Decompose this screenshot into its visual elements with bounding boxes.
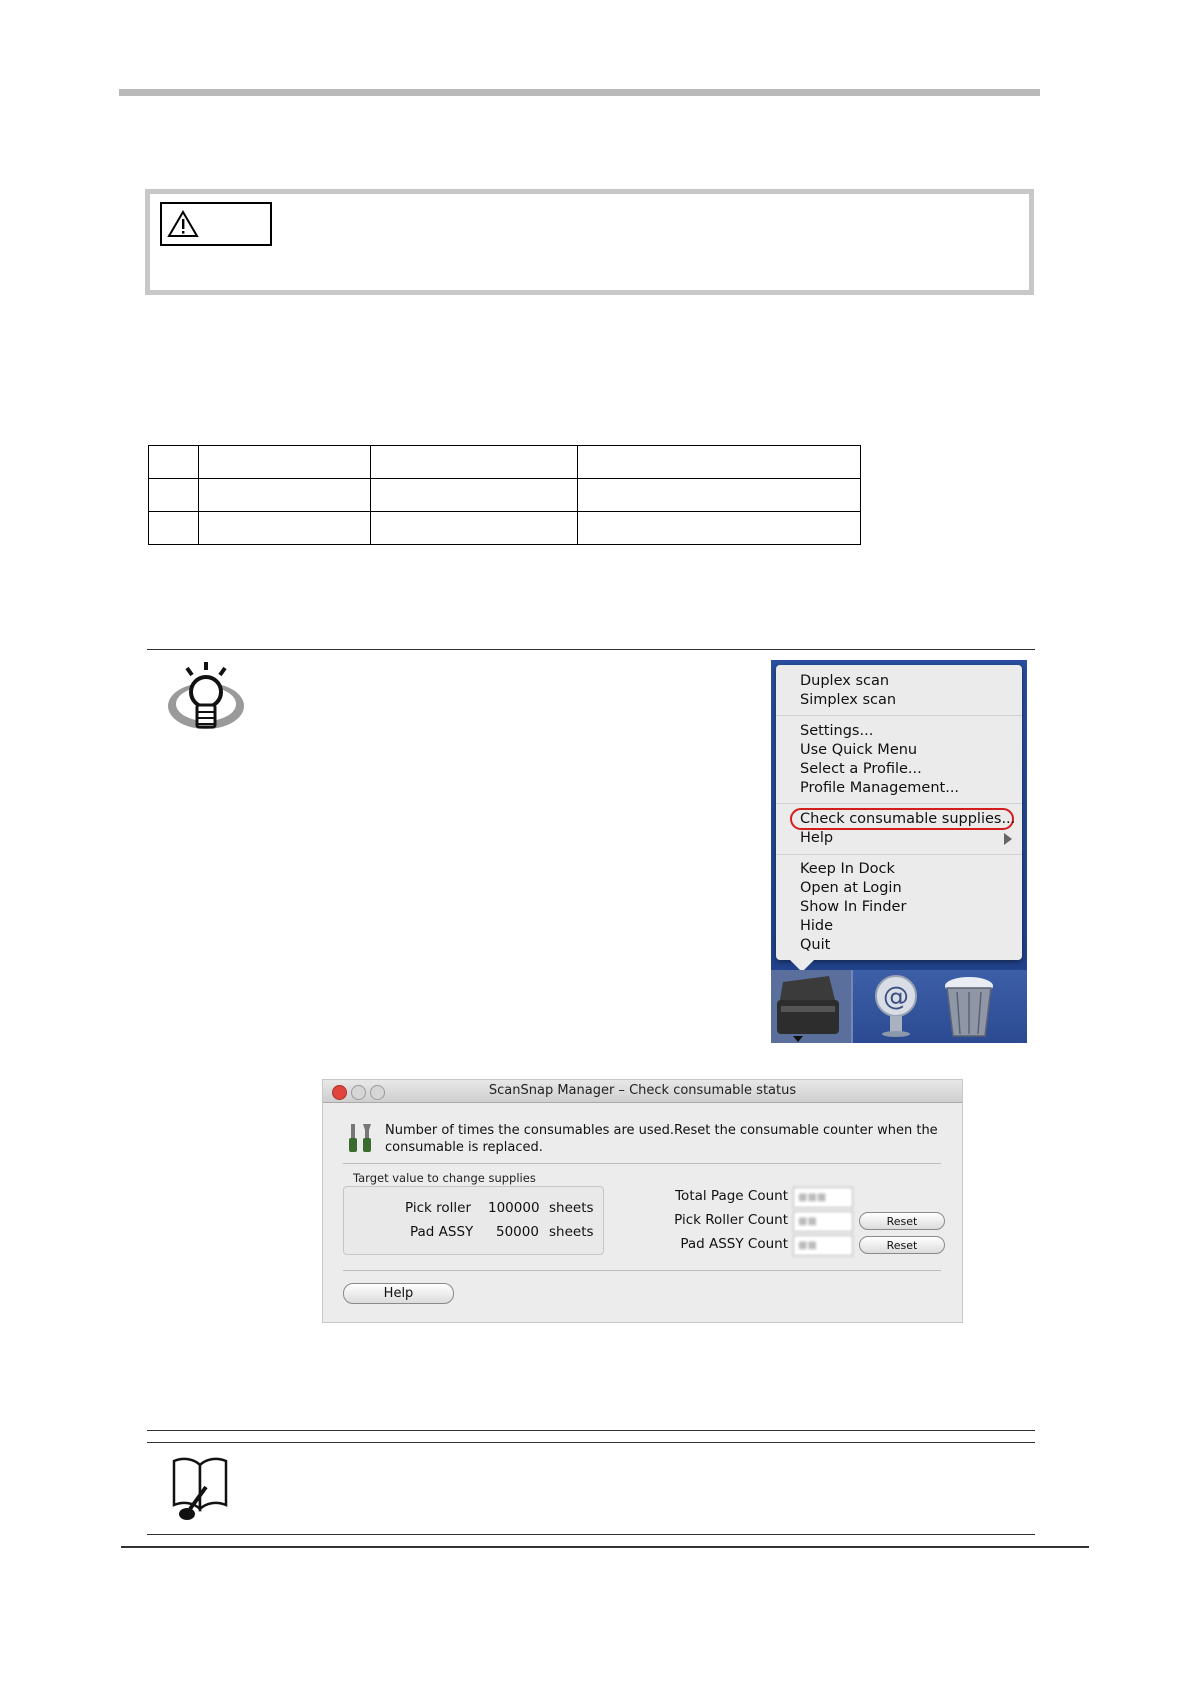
total-page-count-label: Total Page Count xyxy=(675,1188,788,1204)
table-cell xyxy=(371,479,578,512)
table-cell xyxy=(371,446,578,479)
caution-label xyxy=(160,202,272,246)
target-value-group xyxy=(343,1186,604,1255)
check-consumable-dialog xyxy=(322,1079,963,1323)
table-cell xyxy=(149,446,199,479)
total-page-count-field: ■■■ xyxy=(793,1187,853,1208)
pick-roller-count-field: ■■ xyxy=(793,1211,853,1232)
menu-separator xyxy=(776,854,1022,855)
menu-item-check-consumable-supplies[interactable]: Check consumable supplies... xyxy=(800,811,1016,827)
table-cell xyxy=(578,446,861,479)
table-cell xyxy=(199,512,371,545)
mail-dock-icon[interactable] xyxy=(871,974,921,1038)
menu-item-use-quick-menu[interactable]: Use Quick Menu xyxy=(800,742,918,758)
pad-assy-count-field: ■■ xyxy=(793,1235,853,1256)
pad-assy-unit: sheets xyxy=(549,1224,594,1240)
dialog-divider xyxy=(343,1163,941,1164)
menu-separator xyxy=(776,715,1022,716)
dialog-titlebar xyxy=(323,1080,962,1103)
submenu-arrow-icon xyxy=(1004,833,1012,845)
menu-item-hide[interactable]: Hide xyxy=(800,918,834,934)
pick-roller-target: 100000 xyxy=(488,1200,540,1216)
menu-item-profile-management[interactable]: Profile Management... xyxy=(800,780,960,796)
footer-rule xyxy=(121,1546,1089,1548)
menu-item-simplex-scan[interactable]: Simplex scan xyxy=(800,692,897,708)
menu-item-duplex-scan[interactable]: Duplex scan xyxy=(800,673,890,689)
table-cell xyxy=(199,446,371,479)
header-rule xyxy=(119,89,1040,96)
trash-dock-icon[interactable] xyxy=(939,972,999,1040)
pick-roller-count-label: Pick Roller Count xyxy=(674,1212,788,1228)
table-cell xyxy=(578,479,861,512)
reset-pad-assy-button[interactable]: Reset xyxy=(859,1236,945,1254)
dialog-title: ScanSnap Manager – Check consumable status xyxy=(488,1083,797,1098)
menu-item-open-at-login[interactable]: Open at Login xyxy=(800,880,902,896)
menu-item-settings[interactable]: Settings... xyxy=(800,723,874,739)
menu-item-show-in-finder[interactable]: Show In Finder xyxy=(800,899,907,915)
reference-bottom-rule xyxy=(147,1534,1035,1535)
reference-top-rule xyxy=(147,1430,1035,1431)
table-cell xyxy=(149,479,199,512)
menu-item-select-profile[interactable]: Select a Profile... xyxy=(800,761,922,777)
table-cell xyxy=(149,512,199,545)
hint-rule xyxy=(147,649,1035,650)
help-button[interactable]: Help xyxy=(343,1283,454,1304)
table-cell xyxy=(371,512,578,545)
table-row xyxy=(149,446,861,479)
dock xyxy=(771,970,1027,1043)
context-menu xyxy=(776,665,1022,960)
pick-roller-name: Pick roller xyxy=(405,1200,471,1216)
table-row xyxy=(149,479,861,512)
dialog-message: Number of times the consumables are used.Reset the consumable counter when the consumable is replaced. xyxy=(385,1123,938,1155)
pad-assy-name: Pad ASSY xyxy=(410,1224,474,1240)
pick-roller-unit: sheets xyxy=(549,1200,594,1216)
reference-top-rule-2 xyxy=(147,1442,1035,1443)
table-row xyxy=(149,512,861,545)
lightbulb-hint-icon xyxy=(165,660,247,740)
svg-text:@: @ xyxy=(883,982,909,1012)
warning-triangle-icon xyxy=(167,210,199,238)
caution-box xyxy=(145,189,1034,295)
scanner-dock-icon[interactable] xyxy=(771,970,851,1043)
table-cell xyxy=(199,479,371,512)
reset-pick-roller-button[interactable]: Reset xyxy=(859,1212,945,1230)
dock-divider xyxy=(851,970,853,1043)
book-reference-icon xyxy=(170,1457,232,1527)
scansnap-menu-screenshot xyxy=(771,660,1027,1043)
target-value-label: Target value to change supplies xyxy=(353,1171,536,1185)
dialog-divider xyxy=(343,1270,941,1271)
table-cell xyxy=(578,512,861,545)
tools-icon xyxy=(347,1122,373,1154)
consumables-table xyxy=(148,445,861,545)
pad-assy-count-label: Pad ASSY Count xyxy=(680,1236,788,1252)
menu-item-quit[interactable]: Quit xyxy=(800,937,831,953)
menu-item-help[interactable]: Help xyxy=(800,830,834,846)
menu-item-keep-in-dock[interactable]: Keep In Dock xyxy=(800,861,895,877)
menu-separator xyxy=(776,803,1022,804)
pad-assy-target: 50000 xyxy=(496,1224,539,1240)
